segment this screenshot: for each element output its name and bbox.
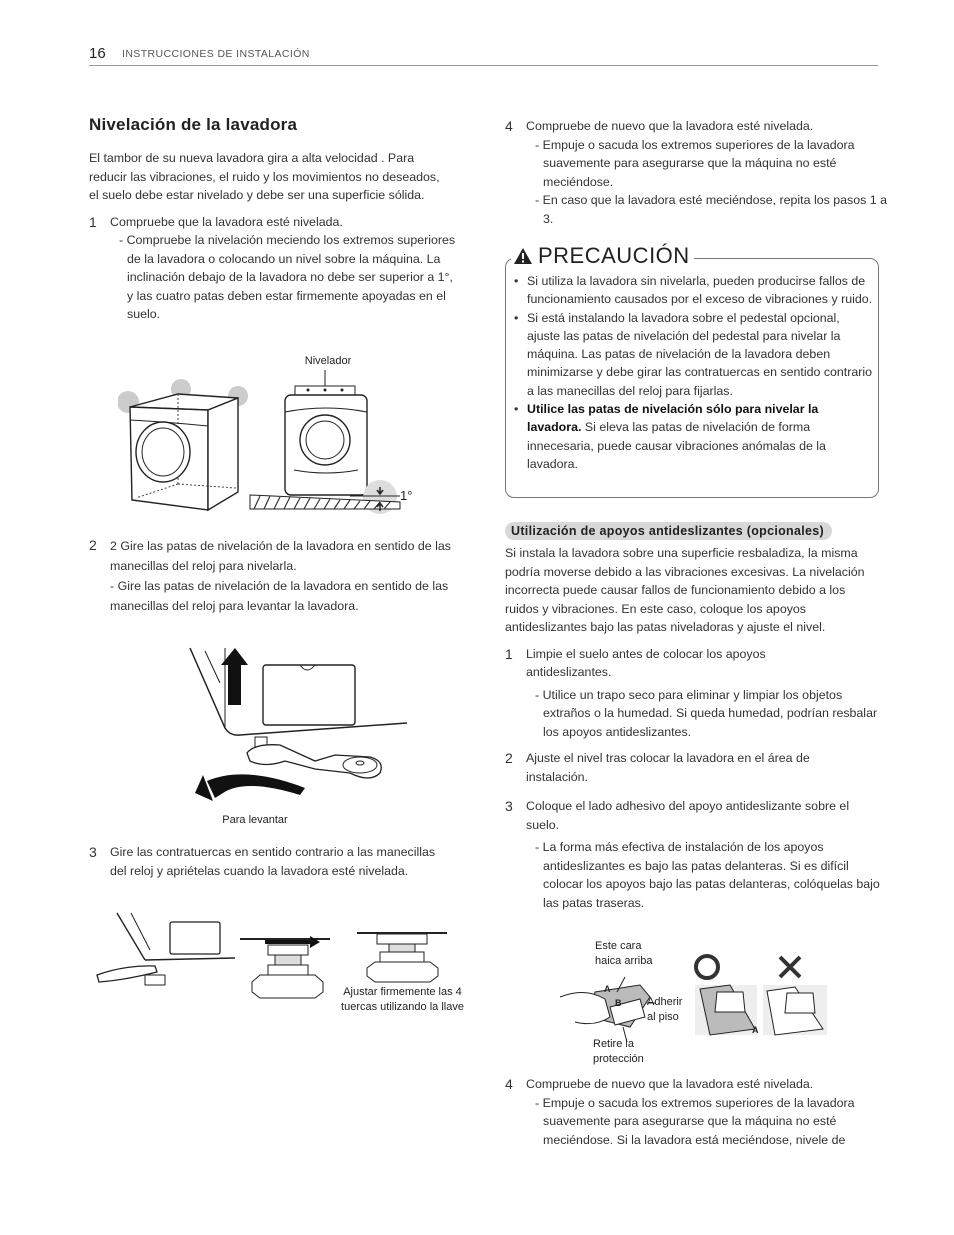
locknut-illustration [95, 910, 465, 1035]
step-4 [505, 117, 887, 228]
step-text: Limpie el suelo antes de colocar los apoyos antideslizantes. [526, 646, 766, 679]
step-3 [89, 843, 464, 880]
leveler-label: Nivelador [304, 355, 352, 367]
caution-item [514, 309, 874, 400]
caution-item [514, 272, 874, 309]
caution-item-bold: Utilice las patas de nivelación sólo para nivelar la lavadora. [527, 402, 819, 435]
antislip-step-1 [505, 645, 880, 742]
antislip-intro: Si instala la lavadora sobre una superficie resbaladiza, la misma podría moverse debido a las vibraciones excesivas. La nivelación incorrecta puede causar fallos de funcionamiento debido a los ruidos y vibraciones. En este caso, coloque los apoyos antideslizantes bajo las patas niveladoras y ajuste el nivel. [505, 546, 865, 634]
face-up-label: Este cara haica arriba [595, 940, 653, 967]
step-text: 2 Gire las patas de nivelación de la lavadora en sentido de las manecillas del reloj para nivelarla. [110, 539, 451, 573]
step-sub: - En caso que la lavadora esté meciéndose, repita los pasos 1 a 3. [535, 193, 887, 226]
step-number: 4 [505, 1076, 513, 1092]
step-number: 1 [89, 213, 97, 230]
antislip-step-4 [505, 1075, 880, 1149]
step-text: Compruebe de nuevo que la lavadora esté nivelada. [526, 1077, 814, 1091]
caution-item [514, 400, 874, 473]
step-number: 2 [89, 537, 97, 553]
step-1 [89, 213, 459, 324]
section-title: INSTRUCCIONES DE INSTALACIÓN [122, 48, 310, 60]
caution-item-text: Si está instalando la lavadora sobre el pedestal opcional, ajuste las patas de nivelación del pedestal para nivelar la máquina. Las patas de nivelación de la lavadora deben minimizarse y debe girar las contratuercas en sentido contrario a las manecillas del reloj para fijarlas. [527, 310, 873, 398]
right-step-4-block [505, 117, 887, 228]
antislip-step-4-block [505, 1075, 880, 1149]
antislip-step-2 [505, 749, 880, 786]
caution-box [505, 243, 877, 496]
leveling-illustration [118, 352, 418, 517]
caution-heading [511, 243, 694, 269]
step-sub: - Empuje o sacuda los extremos superiores de la lavadora suavemente para asegurarse que la máquina no esté meciéndose. Si la lavadora está meciéndose, nivele de [535, 1095, 855, 1147]
step-number: 3 [505, 798, 513, 814]
raise-illustration [185, 643, 415, 833]
label-a: A [604, 984, 611, 994]
label-a-pad: A [752, 1025, 759, 1035]
caution-item-text: Si utiliza la lavadora sin nivelarla, pueden producirse fallos de funcionamiento causados por el exceso de vibraciones y ruido. [527, 274, 873, 307]
remove-label: Retire la protección [593, 1038, 644, 1065]
antislip-heading: Utilización de apoyos antideslizantes (opcionales) [505, 522, 832, 540]
caution-list [514, 272, 874, 473]
step-text: Gire las contratuercas en sentido contrario a las manecillas del reloj y apriételas cuando la lavadora esté nivelada. [110, 845, 436, 878]
washer-level-diagram [118, 352, 418, 517]
antislip-section [505, 522, 880, 912]
step-number: 2 [505, 750, 513, 766]
label-b: B [615, 998, 622, 1008]
left-column [89, 115, 459, 324]
step-sub: - Gire las patas de nivelación de la lavadora en sentido de las manecillas del reloj para levantar la lavadora. [110, 579, 449, 613]
step-text: Compruebe de nuevo que la lavadora esté nivelada. [526, 119, 814, 133]
step-number: 1 [505, 645, 513, 662]
tighten-label: Ajustar firmemente las 4 tuercas utilizando la llave [341, 986, 464, 1013]
step-number: 4 [505, 118, 513, 134]
caution-title: PRECAUCIÓN [538, 243, 690, 268]
step-number: 3 [89, 844, 97, 860]
angle-label: 1° [400, 488, 413, 503]
leveling-foot-wrench-diagram [185, 643, 415, 808]
page-number: 16 [89, 45, 106, 62]
warning-triangle-icon [513, 247, 533, 265]
page-header [89, 45, 878, 66]
step-sub: - La forma más efectiva de instalación de los apoyos antideslizantes es bajo las patas delanteras. Si es difícil colocar los apoyos bajo las patas delanteras, colóquelas bajo las patas traseras. [535, 840, 880, 910]
step-text: Compruebe que la lavadora esté nivelada. [110, 214, 343, 229]
step-2 [89, 536, 464, 616]
left-step-3-block [89, 843, 464, 880]
step-sub: - Utilice un trapo seco para eliminar y limpiar los objetos extraños o la humedad. Si queda humedad, podrían resbalar los apoyos antideslizantes. [535, 687, 878, 739]
left-step-2-block [89, 536, 464, 616]
page-title: Nivelación de la lavadora [89, 115, 298, 134]
step-sub: - Empuje o sacuda los extremos superiores de la lavadora suavemente para asegurarse que la máquina no esté meciéndose. [535, 137, 855, 189]
intro-paragraph: El tambor de su nueva lavadora gira a alta velocidad . Para reducir las vibraciones, el ruido y los movimientos no deseados, el suelo debe estar nivelado y debe ser una superficie sólida. [89, 151, 440, 202]
step-text: Coloque el lado adhesivo del apoyo antideslizante sobre el suelo. [526, 799, 850, 832]
antislip-illustration [555, 937, 835, 1072]
antislip-step-3 [505, 797, 880, 912]
step-sub: - Compruebe la nivelación meciendo los extremos superiores de la lavadora o colocando un nivel sobre la máquina. La inclinación debajo de la lavadora no debe ser superior a 1°, y las cuatro patas deben estar firmemente apoyadas en el suelo. [119, 233, 456, 321]
raise-label: Para levantar [222, 814, 288, 826]
adhere-label: Adherir al piso [647, 996, 683, 1023]
step-text: Ajuste el nivel tras colocar la lavadora en el área de instalación. [526, 751, 810, 784]
caution-item-text: Si eleva las patas de nivelación de forma innecesaria, puede causar vibraciones anómalas de la lavadora. [527, 420, 826, 471]
